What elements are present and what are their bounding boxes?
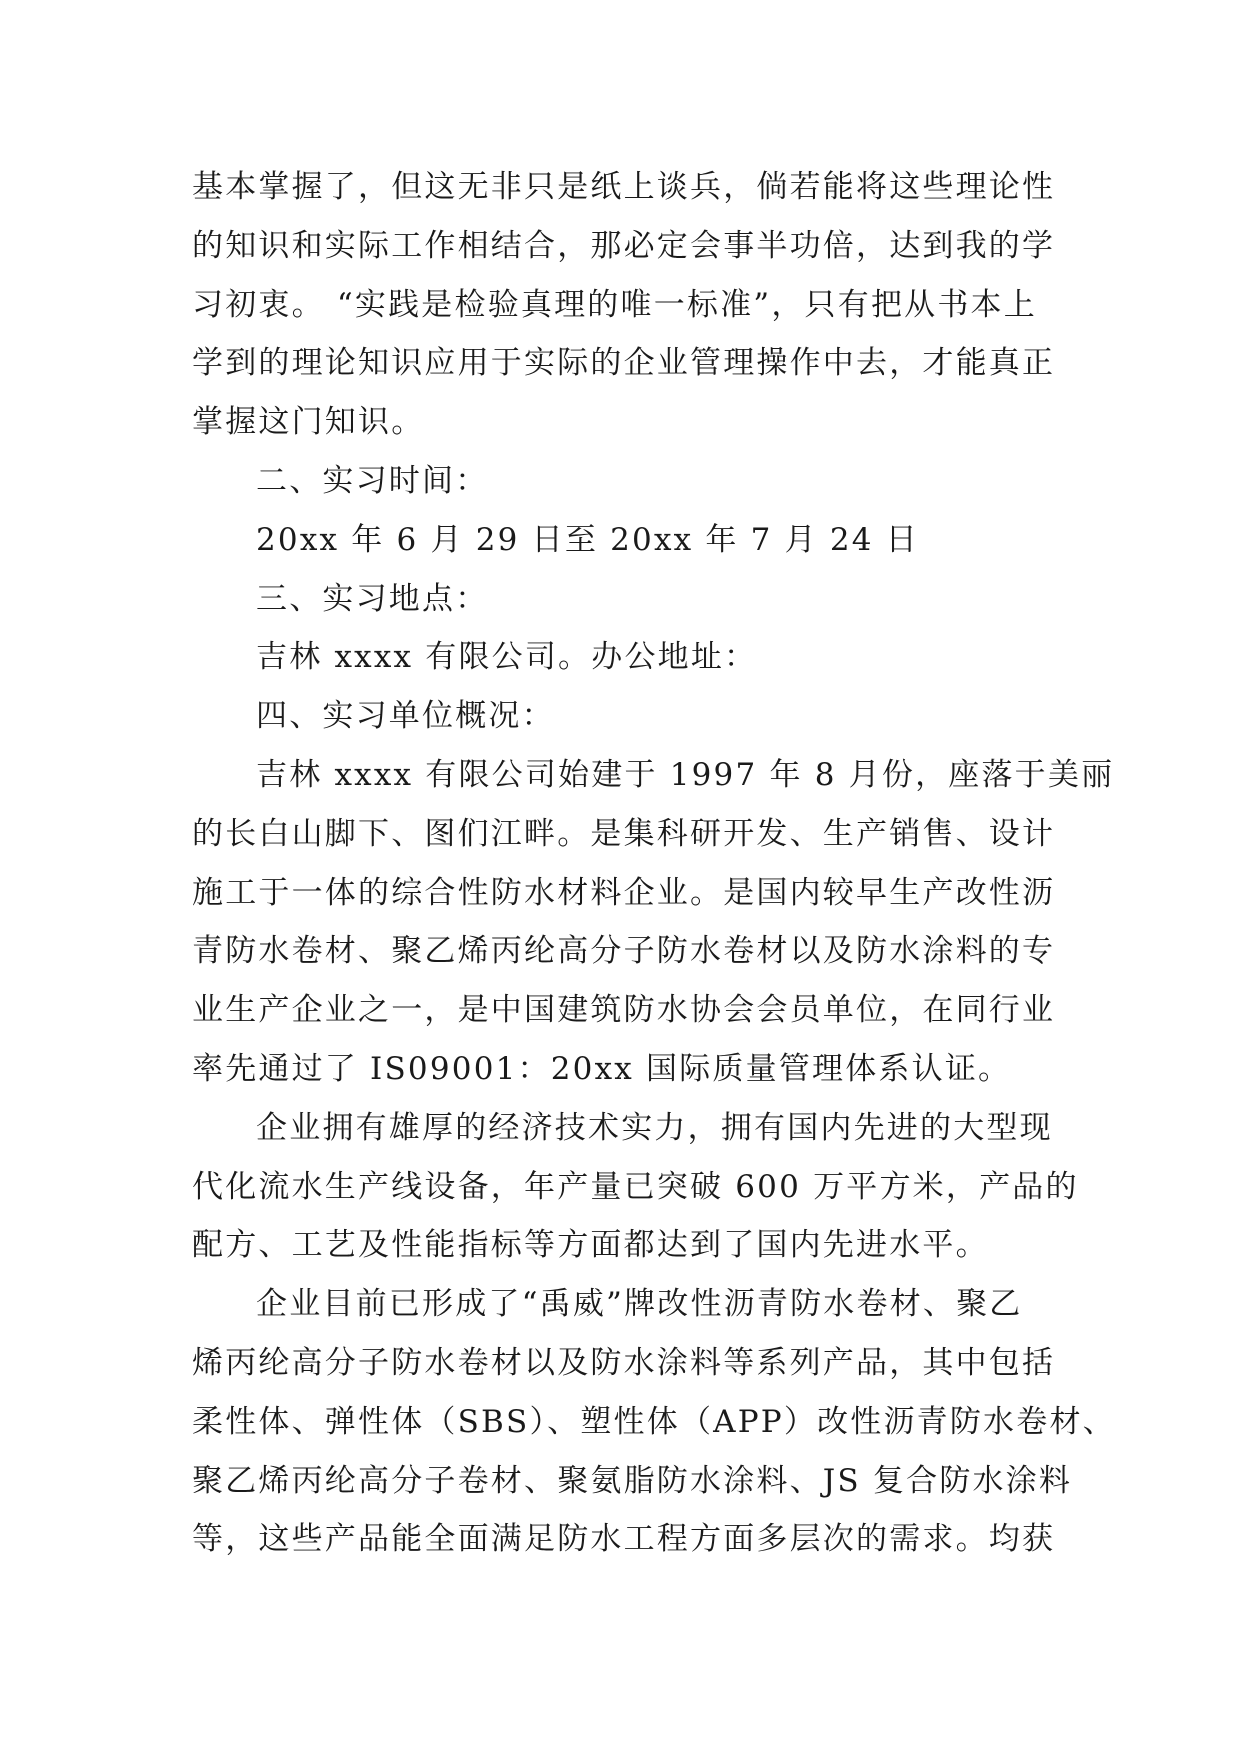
text-line: 二、实习时间： [256, 462, 489, 499]
text-line: 习初衷。 “实践是检验真理的唯一标准”，只有把从书本上 [192, 286, 1037, 323]
text-line: 掌握这门知识。 [192, 404, 425, 441]
text-line: 等，这些产品能全面满足防水工程方面多层次的需求。均获 [192, 1521, 1056, 1558]
text-line: 业生产企业之一，是中国建筑防水协会会员单位，在同行业 [192, 992, 1056, 1029]
text-line: 率先通过了 IS09001：20xx 国际质量管理体系认证。 [192, 1050, 1012, 1087]
text-line: 柔性体、弹性体（SBS）、塑性体（APP）改性沥青防水卷材、 [192, 1403, 1116, 1440]
text-line: 吉林 xxxx 有限公司。办公地址： [256, 639, 758, 676]
text-line: 企业拥有雄厚的经济技术实力，拥有国内先进的大型现 [256, 1109, 1053, 1146]
text-line: 学到的理论知识应用于实际的企业管理操作中去，才能真正 [192, 345, 1056, 382]
text-line: 的知识和实际工作相结合，那必定会事半功倍，达到我的学 [192, 227, 1056, 264]
text-line: 基本掌握了，但这无非只是纸上谈兵，倘若能将这些理论性 [192, 169, 1056, 205]
text-line: 企业目前已形成了“禹威”牌改性沥青防水卷材、聚乙 [256, 1286, 1023, 1323]
text-line: 的长白山脚下、图们江畔。是集科研开发、生产销售、设计 [192, 815, 1056, 852]
text-line: 聚乙烯丙纶高分子卷材、聚氨脂防水涂料、JS 复合防水涂料 [192, 1462, 1073, 1499]
text-line: 20xx 年 6 月 29 日至 20xx 年 7 月 24 日 [256, 521, 919, 558]
text-line: 烯丙纶高分子防水卷材以及防水涂料等系列产品，其中包括 [192, 1344, 1056, 1381]
text-line: 代化流水生产线设备，年产量已突破 600 万平方米，产品的 [192, 1168, 1079, 1205]
text-line: 三、实习地点： [256, 580, 489, 617]
text-line: 吉林 xxxx 有限公司始建于 1997 年 8 月份，座落于美丽 [256, 756, 1115, 793]
text-line: 配方、工艺及性能指标等方面都达到了国内先进水平。 [192, 1227, 989, 1264]
text-line: 四、实习单位概况： [256, 698, 555, 735]
document-body [192, 158, 1116, 1569]
text-line: 施工于一体的综合性防水材料企业。是国内较早生产改性沥 [192, 874, 1056, 911]
text-line: 青防水卷材、聚乙烯丙纶高分子防水卷材以及防水涂料的专 [192, 933, 1056, 970]
